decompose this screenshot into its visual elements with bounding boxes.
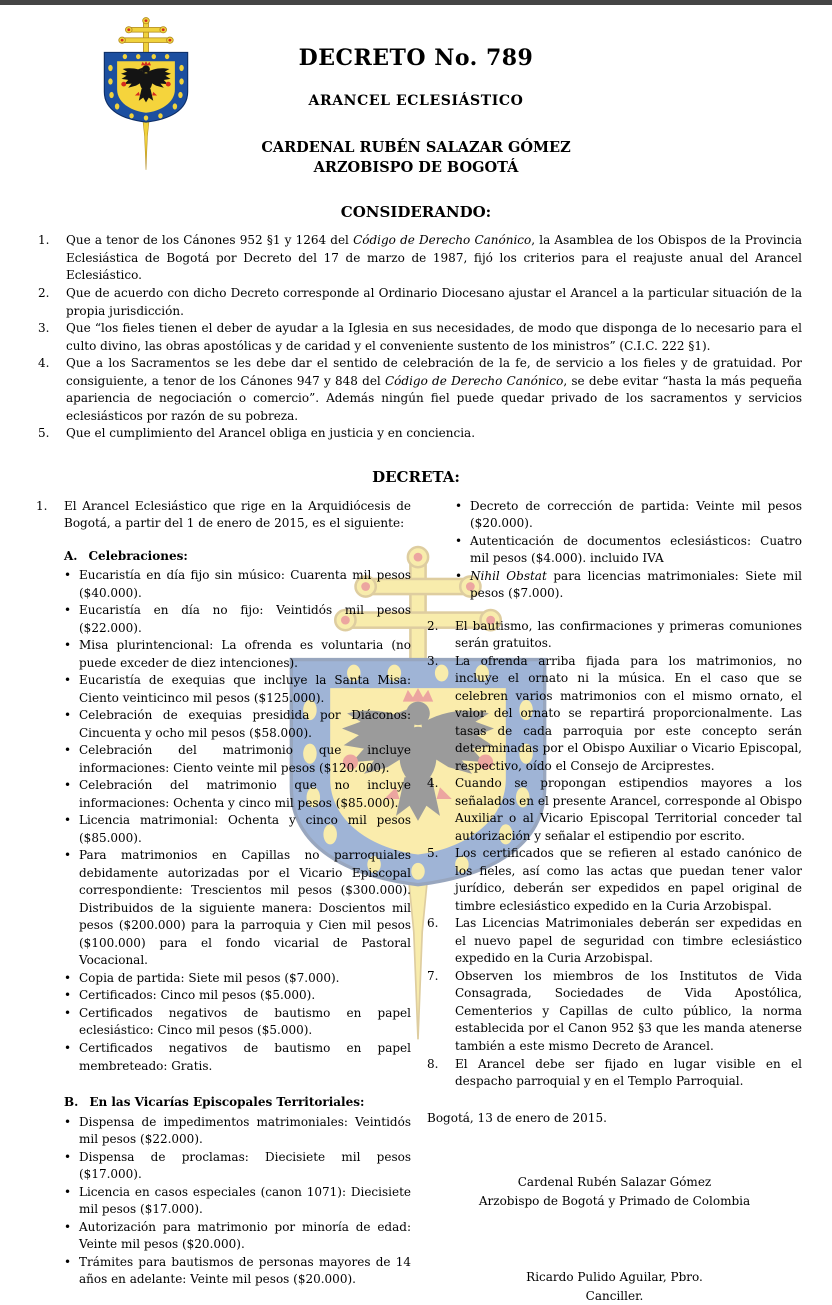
bullet-marker: • — [64, 743, 72, 758]
bullet-marker: • — [64, 708, 72, 723]
bullet-item — [62, 707, 411, 742]
section-b-bullets — [36, 1114, 411, 1289]
bullet-item — [62, 567, 411, 602]
item-text: La ofrenda arriba fijada para los matrimonios, no incluye el ornato ni la música. En el caso que se celebren varios matrimonios con el mismo ornato, el valor del ornato se repartirá proporcionalmente. Las tasas de cada parroquia por este concepto serán determinadas por el Obispo Auxiliar o Vicario Episcopal, respectivo, oído el Consejo de Arciprestes. — [455, 653, 802, 773]
bullet-marker: • — [64, 1114, 72, 1129]
bullet-item — [453, 533, 802, 568]
item-text: Eucaristía de exequias que incluye la Santa Misa: Ciento veinticinco mil pesos ($125.000). — [79, 673, 411, 705]
bullet-item — [62, 637, 411, 672]
item-text: Para matrimonios en Capillas no parroquiales debidamente autorizadas por el Vicario Episcopal correspondiente: Trescientos mil pesos ($300.000). Distribuidos de la siguiente manera: Doscientos mil pesos ($200.000) para la parroquia y Cien mil pesos ($100.000) para el fondo vicarial de Pastoral Vocacional. — [79, 848, 411, 968]
bullet-marker: • — [64, 1219, 72, 1234]
item-text: El Arancel Eclesiástico que rige en la Arquidiócesis de Bogotá, a partir del 1 de enero de 2015, es el siguiente: — [64, 498, 411, 531]
bullet-item — [62, 777, 411, 812]
bullet-marker: • — [64, 848, 72, 863]
bullet-item — [62, 602, 411, 637]
bullet-item — [62, 672, 411, 707]
item-text: Que de acuerdo con dicho Decreto corresponde al Ordinario Diocesano ajustar el Arancel a la particular situación de la propia jurisdicción. — [66, 285, 802, 318]
item-text: Celebración de exequias presidida por Diáconos: Cincuenta y ocho mil pesos ($58.000). — [79, 708, 411, 740]
item-number: 2. — [427, 618, 439, 633]
bullet-marker: • — [64, 1254, 72, 1269]
bullet-item — [62, 1040, 411, 1075]
bullet-marker: • — [64, 813, 72, 828]
item-text: Certificados: Cinco mil pesos ($5.000). — [79, 988, 316, 1003]
signature-block-chancellor — [427, 1268, 802, 1305]
numbered-item — [427, 775, 802, 845]
numbered-item — [427, 618, 802, 653]
bullet-marker: • — [64, 1005, 72, 1020]
item-number: 2. — [38, 285, 50, 300]
bullet-item — [62, 742, 411, 777]
item-text: Que a los Sacramentos se les debe dar el sentido de celebración de la fe, de servicio a los fieles y de gratuidad. Por consiguiente, a tenor de los Cánones 947 y 848 del Código de Derecho Canónico, se debe evitar “hasta la más pequeña apariencia de negociación o comercio”. Además ningún fiel puede quedar privado de los sacramentos y servicios eclesiásticos por razón de su pobreza. — [66, 356, 802, 423]
item-number: 4. — [427, 776, 439, 791]
numbered-item — [38, 232, 802, 285]
decree-title: DECRETO No. 789 — [298, 45, 534, 71]
item-text: Decreto de corrección de partida: Veinte mil pesos ($20.000). — [470, 498, 802, 531]
item-number: 4. — [38, 356, 50, 371]
author-name: CARDENAL RUBÉN SALAZAR GÓMEZ — [261, 138, 571, 156]
bullet-marker: • — [64, 778, 72, 793]
bullet-item — [62, 970, 411, 988]
item-text: Las Licencias Matrimoniales deberán ser expedidas en el nuevo papel de seguridad con timbre eclesiástico expedido en la Curia Arzobispal. — [455, 916, 802, 966]
item-text: Eucaristía en día no fijo: Veintidós mil pesos ($22.000). — [79, 603, 411, 635]
right-column-bullets — [427, 498, 802, 603]
decreta-heading: DECRETA: — [372, 467, 460, 486]
coat-of-arms-icon — [96, 16, 196, 172]
item-text: Que “los fieles tienen el deber de ayudar a la Iglesia en sus necesidades, de modo que disponga de lo necesario para el culto divino, las obras apostólicas y de caridad y el conveniente sustento de los ministros” (C.I.C. 222 §1). — [66, 321, 802, 353]
numbered-item — [427, 968, 802, 1056]
item-text: Copia de partida: Siete mil pesos ($7.000). — [79, 970, 340, 985]
item-text: El bautismo, las confirmaciones y primeras comuniones serán gratuitos. — [455, 618, 802, 651]
bullet-item — [453, 568, 802, 603]
item-text: Certificados negativos de bautismo en papel eclesiástico: Cinco mil pesos ($5.000). — [79, 1005, 411, 1038]
signature-title: Arzobispo de Bogotá y Primado de Colombia — [478, 1193, 751, 1208]
bullet-item — [62, 1219, 411, 1254]
bullet-item — [453, 498, 802, 533]
bullet-item — [62, 1005, 411, 1040]
bullet-item — [62, 1254, 411, 1289]
section-label: B. — [64, 1095, 79, 1110]
bullet-item — [62, 1184, 411, 1219]
bullet-marker: • — [64, 638, 72, 653]
item-text: Licencia matrimonial: Ochenta y cinco mil pesos ($85.000). — [79, 813, 411, 845]
item-text: Misa plurintencional: La ofrenda es voluntaria (no puede exceder de diez intenciones). — [79, 638, 411, 670]
item-text: Cuando se propongan estipendios mayores a los señalados en el presente Arancel, corresponde al Obispo Auxiliar o al Vicario Episcopal Territorial conceder tal autorización y señalar el estipendio por escrito. — [455, 776, 802, 843]
signature-block-archbishop — [427, 1173, 802, 1210]
bullet-marker: • — [64, 970, 72, 985]
item-number: 1. — [36, 498, 48, 513]
numbered-item — [427, 845, 802, 915]
decreta-columns — [0, 498, 832, 1305]
bullet-item — [62, 1149, 411, 1184]
item-text: Los certificados que se refieren al estado canónico de los fieles, así como las actas que puedan tener valor jurídico, deberán ser expedidos en papel original de timbre eclesiástico expedido en la Curia Arzobispal. — [455, 846, 802, 913]
right-column — [427, 498, 802, 1305]
section-a-bullets — [36, 567, 411, 1075]
bullet-marker: • — [64, 988, 72, 1003]
numbered-item — [427, 1056, 802, 1091]
item-number: 6. — [427, 916, 439, 931]
item-text: Eucaristía en día fijo sin músico: Cuarenta mil pesos ($40.000). — [79, 568, 411, 600]
bullet-marker: • — [64, 1184, 72, 1199]
item-text: Nihil Obstat para licencias matrimoniales: Siete mil pesos ($7.000). — [470, 568, 802, 601]
considerando-list — [38, 232, 802, 442]
bullet-item — [62, 812, 411, 847]
date-line: Bogotá, 13 de enero de 2015. — [427, 1110, 607, 1125]
numbered-item — [38, 320, 802, 355]
signature-title: Canciller. — [585, 1288, 644, 1303]
item-text: Certificados negativos de bautismo en papel membreteado: Gratis. — [79, 1040, 411, 1073]
item-number: 5. — [427, 846, 439, 861]
section-title: Celebraciones: — [88, 548, 188, 563]
numbered-item — [427, 653, 802, 776]
bullet-marker: • — [64, 603, 72, 618]
item-number: 3. — [427, 653, 439, 668]
numbered-item — [38, 425, 802, 443]
decree-subtitle: ARANCEL ECLESIÁSTICO — [308, 93, 524, 110]
section-a-heading — [64, 548, 411, 566]
item-number: 8. — [427, 1056, 439, 1071]
item-text: Celebración del matrimonio que no incluye informaciones: Ochenta y cinco mil pesos ($85.000). — [79, 778, 411, 810]
bullet-marker: • — [64, 1149, 72, 1164]
decreta-item-1 — [36, 498, 411, 533]
bullet-item — [62, 1114, 411, 1149]
item-text: Celebración del matrimonio que incluye informaciones: Ciento veinte mil pesos ($120.000). — [79, 743, 411, 775]
item-text: Autenticación de documentos eclesiásticos: Cuatro mil pesos ($4.000). incluido IVA — [470, 533, 802, 566]
bullet-item — [62, 847, 411, 970]
item-text: Trámites para bautismos de personas mayores de 14 años en adelante: Veinte mil pesos ($20.000). — [79, 1254, 411, 1287]
author-title: ARZOBISPO DE BOGOTÁ — [313, 158, 519, 176]
item-text: Autorización para matrimonio por minoría de edad: Veinte mil pesos ($20.000). — [79, 1219, 411, 1252]
considerando-heading: CONSIDERANDO: — [340, 202, 492, 221]
bullet-marker: • — [64, 568, 72, 583]
item-number: 5. — [38, 426, 50, 441]
item-text: El Arancel debe ser fijado en lugar visible en el despacho parroquial y en el Templo Parroquial. — [455, 1056, 802, 1089]
decreta-numbered-items — [427, 618, 802, 1091]
bullet-marker: • — [455, 498, 463, 513]
section-b-heading — [64, 1094, 411, 1112]
item-text: Observen los miembros de los Institutos de Vida Consagrada, Sociedades de Vida Apostólica, Cementerios y Capillas de culto público, la norma establecida por el Canon 952 §3 que les manda atenerse también a este mismo Decreto de Arancel. — [455, 968, 802, 1053]
bullet-marker: • — [455, 568, 463, 583]
bullet-marker: • — [64, 673, 72, 688]
bullet-marker: • — [455, 533, 463, 548]
item-number: 1. — [38, 233, 50, 248]
item-text: Dispensa de impedimentos matrimoniales: Veintidós mil pesos ($22.000). — [79, 1114, 411, 1147]
numbered-item — [427, 915, 802, 968]
item-number: 7. — [427, 968, 439, 983]
bullet-marker: • — [64, 1040, 72, 1055]
numbered-item — [38, 285, 802, 320]
section-title: En las Vicarías Episcopales Territoriales: — [89, 1095, 365, 1110]
item-number: 3. — [38, 321, 50, 336]
signature-name: Cardenal Rubén Salazar Gómez — [517, 1175, 712, 1190]
item-text: Licencia en casos especiales (canon 1071): Diecisiete mil pesos ($17.000). — [79, 1184, 411, 1217]
signature-name: Ricardo Pulido Aguilar, Pbro. — [526, 1270, 703, 1285]
numbered-item — [38, 355, 802, 425]
left-column — [36, 498, 411, 1305]
item-text: Que a tenor de los Cánones 952 §1 y 1264 del Código de Derecho Canónico, la Asamblea de los Obispos de la Provincia Eclesiástica de Bogotá por Decreto del 17 de marzo de 1987, fijó los criterios para el reajuste anual del Arancel Eclesiástico. — [66, 233, 803, 283]
item-text: Que el cumplimiento del Arancel obliga en justicia y en conciencia. — [66, 426, 476, 441]
item-text: Dispensa de proclamas: Diecisiete mil pesos ($17.000). — [79, 1149, 411, 1182]
bullet-item — [62, 987, 411, 1005]
section-label: A. — [64, 548, 78, 563]
